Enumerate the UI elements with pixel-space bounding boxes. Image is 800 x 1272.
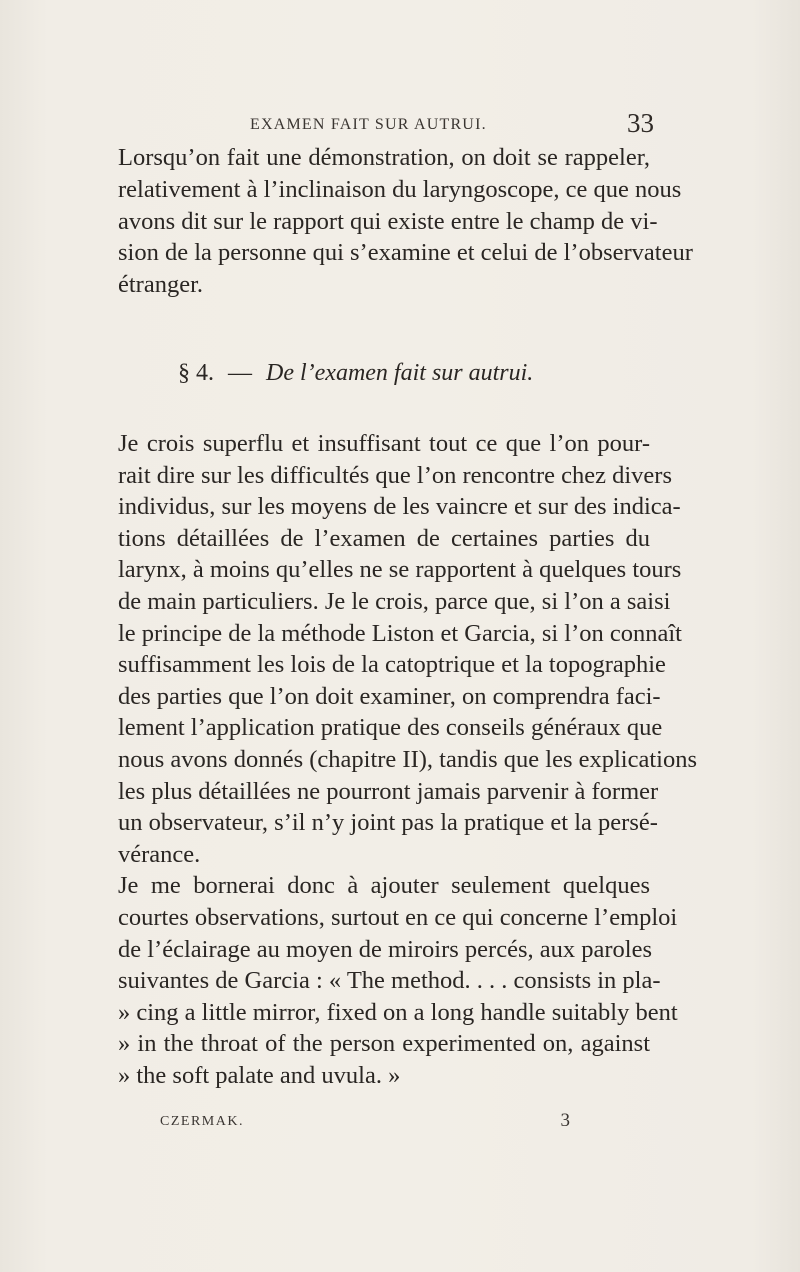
text-line: relativement à l’inclinaison du laryngoscope, ce que nous <box>118 175 682 203</box>
text-line: rait dire sur les difficultés que l’on rencontre chez divers <box>118 461 672 489</box>
signature-mark: CZERMAK. <box>160 1114 244 1129</box>
text-line: sion de la personne qui s’examine et celui de l’observateur <box>118 239 693 267</box>
text-line: suivantes de Garcia : « The method. . . . consists in pla- <box>118 967 661 995</box>
text-line: un observateur, s’il n’y joint pas la pratique et la persé- <box>118 809 658 837</box>
section-dash: — <box>228 360 252 386</box>
text-line: courtes observations, surtout en ce qui concerne l’emploi <box>118 903 678 931</box>
text-line: » cing a little mirror, fixed on a long handle suitably bent <box>118 998 678 1026</box>
text-line: suffisamment les lois de la catoptrique et la topographie <box>118 651 666 679</box>
text-line: Je me bornerai donc à ajouter seulement quelques <box>118 872 650 900</box>
text-line: » the soft palate and uvula. » <box>118 1061 401 1089</box>
sheet-number: 3 <box>560 1110 570 1131</box>
text-line: individus, sur les moyens de les vaincre et sur des indica- <box>118 493 681 521</box>
section-heading <box>178 360 533 387</box>
page-number: 33 <box>627 108 654 138</box>
text-line: avons dit sur le rapport qui existe entre le champ de vi- <box>118 207 658 235</box>
text-line: tions détaillées de l’examen de certaines parties du <box>118 524 650 552</box>
page-footer <box>160 1112 570 1136</box>
text-line: larynx, à moins qu’elles ne se rapportent à quelques tours <box>118 556 682 584</box>
text-line: lement l’application pratique des conseils généraux que <box>118 714 663 742</box>
text-line: Je crois superflu et insuffisant tout ce que l’on pour- <box>118 430 650 457</box>
text-line: nous avons donnés (chapitre II), tandis que les explications <box>118 745 698 773</box>
paragraph-demonstration <box>118 142 693 301</box>
text-line: de l’éclairage au moyen de miroirs percés, aux paroles <box>118 935 652 963</box>
page-header <box>118 108 654 142</box>
text-line: Lorsqu’on fait une démonstration, on doit se rappeler, <box>118 144 650 171</box>
section-title: De l’examen fait sur autrui. <box>266 360 534 386</box>
text-line: de main particuliers. Je le crois, parce que, si l’on a saisi <box>118 587 671 615</box>
text-line: les plus détaillées ne pourront jamais parvenir à former <box>118 777 659 805</box>
text-line: des parties que l’on doit examiner, on comprendra faci- <box>118 682 661 710</box>
text-line: » in the throat of the person experimented on, against <box>118 1030 650 1058</box>
text-line: étranger. <box>118 271 204 299</box>
section-number: § 4. <box>178 360 214 386</box>
text-line: le principe de la méthode Liston et Garcia, si l’on connaît <box>118 619 682 647</box>
running-head: EXAMEN FAIT SUR AUTRUI. <box>250 116 487 133</box>
text-line: vérance. <box>118 840 201 868</box>
paragraph-difficulties <box>118 428 698 1091</box>
